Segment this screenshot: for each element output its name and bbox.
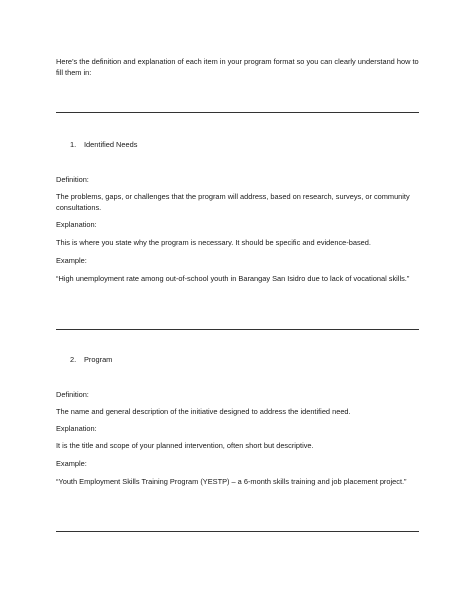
horizontal-rule [56, 531, 419, 532]
definition-text: The problems, gaps, or challenges that the program will address, based on research, surveys, or community consultations. [56, 192, 410, 212]
explanation-text: This is where you state why the program is necessary. It should be specific and evidence-based. [56, 238, 371, 247]
definition-label: Definition: [56, 175, 89, 184]
section-title: Identified Needs [84, 140, 138, 149]
horizontal-rule [56, 329, 419, 330]
section-number: 1. [70, 140, 77, 149]
horizontal-rule [56, 112, 419, 113]
example-label: Example: [56, 256, 87, 265]
example-text: “High unemployment rate among out-of-school youth in Barangay San Isidro due to lack of vocational skills.” [56, 274, 410, 283]
intro-paragraph: Here’s the definition and explanation of each item in your program format so you can clearly understand how to fill them in: [56, 57, 419, 77]
section-heading-identified-needs [70, 139, 137, 150]
example-label: Example: [56, 459, 87, 468]
section-number: 2. [70, 355, 77, 364]
explanation-label: Explanation: [56, 424, 97, 433]
section-title: Program [84, 355, 113, 364]
explanation-label: Explanation: [56, 220, 97, 229]
definition-text: The name and general description of the initiative designed to address the identified need. [56, 407, 351, 416]
section-heading-program [70, 354, 112, 365]
definition-label: Definition: [56, 390, 89, 399]
explanation-text: It is the title and scope of your planned intervention, often short but descriptive. [56, 441, 314, 450]
example-text: “Youth Employment Skills Training Program (YESTP) – a 6-month skills training and job placement project.” [56, 477, 407, 486]
